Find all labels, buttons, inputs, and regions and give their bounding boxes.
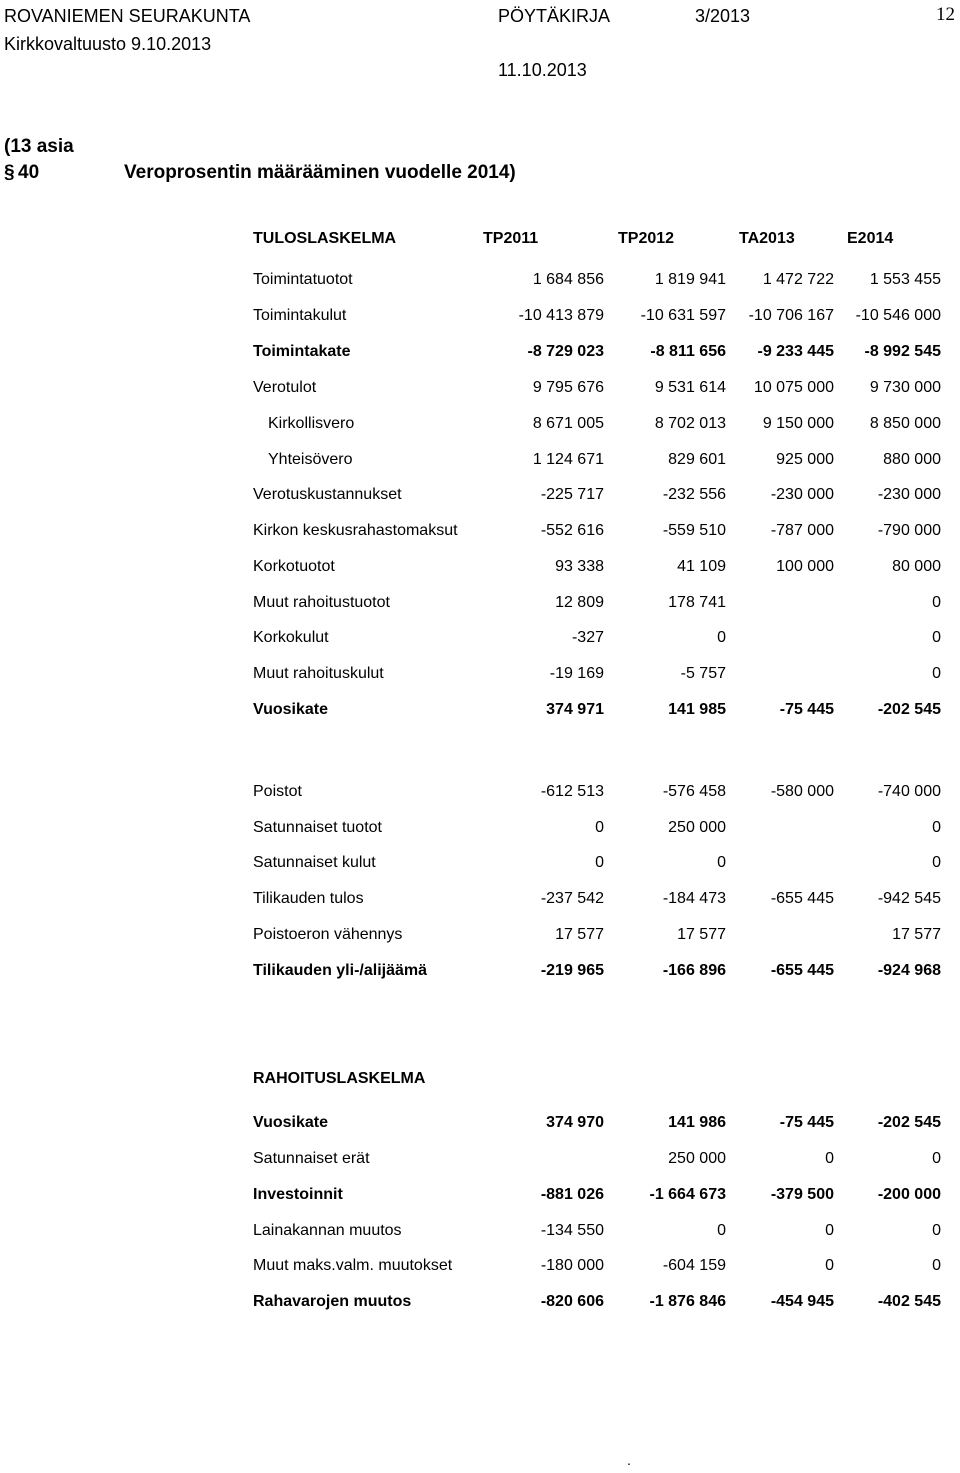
cell-value: 0: [825, 1257, 834, 1274]
cell-value: -232 556: [662, 486, 726, 503]
row-label: Toimintakate: [253, 343, 351, 360]
table-row: [0, 1220, 960, 1242]
cell-value: -134 550: [540, 1222, 604, 1239]
cell-value: -552 616: [540, 522, 604, 539]
cell-value: -75 445: [779, 1114, 834, 1131]
row-label: Rahavarojen muutos: [253, 1293, 412, 1310]
row-label: Tilikauden yli-/alijäämä: [253, 962, 427, 979]
cell-value: 9 150 000: [762, 415, 834, 432]
cell-value: 0: [825, 1150, 834, 1167]
row-label: Vuosikate: [253, 1114, 328, 1131]
cell-value: 12 809: [555, 594, 604, 611]
cell-value: -580 000: [770, 783, 834, 800]
cell-value: -10 631 597: [640, 307, 726, 324]
table-row: [0, 817, 960, 839]
agenda-item: (13 asia: [4, 136, 74, 157]
cell-value: 80 000: [892, 558, 941, 575]
cell-value: -10 413 879: [518, 307, 604, 324]
cell-value: -379 500: [770, 1186, 834, 1203]
table-row: [0, 627, 960, 649]
column-header: TA2013: [739, 230, 795, 247]
cell-value: 925 000: [776, 451, 834, 468]
cell-value: -820 606: [540, 1293, 604, 1310]
approval-date: 11.10.2013: [498, 60, 587, 80]
cell-value: -230 000: [770, 486, 834, 503]
cell-value: 93 338: [555, 558, 604, 575]
column-header: E2014: [847, 230, 894, 247]
cell-value: -604 159: [662, 1257, 726, 1274]
table-row: [0, 1291, 960, 1313]
section-heading: [4, 162, 516, 184]
section-symbol: §: [4, 162, 15, 183]
cell-value: -790 000: [877, 522, 941, 539]
cell-value: 8 702 013: [654, 415, 726, 432]
table-row: [0, 1184, 960, 1206]
cell-value: 0: [932, 594, 941, 611]
cell-value: 0: [717, 1222, 726, 1239]
section-title: Veroprosentin määrääminen vuodelle 2014): [124, 162, 516, 183]
row-label: Poistot: [253, 783, 302, 800]
cell-value: -10 706 167: [748, 307, 834, 324]
row-label: Satunnaiset kulut: [253, 854, 376, 871]
cell-value: -454 945: [770, 1293, 834, 1310]
cell-value: -881 026: [540, 1186, 604, 1203]
cell-value: -559 510: [662, 522, 726, 539]
cell-value: -166 896: [662, 962, 726, 979]
cell-value: -1 876 846: [649, 1293, 726, 1310]
row-label: Yhteisövero: [268, 451, 353, 468]
cell-value: 0: [932, 1150, 941, 1167]
footer-mark: .: [627, 1452, 631, 1468]
cell-value: 178 741: [668, 594, 726, 611]
cell-value: -942 545: [877, 890, 941, 907]
table-row: [0, 592, 960, 614]
row-label: Poistoeron vähennys: [253, 926, 403, 943]
table-row: [0, 1112, 960, 1134]
cell-value: 0: [595, 819, 604, 836]
table-row: [0, 520, 960, 542]
cell-value: -576 458: [662, 783, 726, 800]
table-row: [0, 852, 960, 874]
cell-value: 8 850 000: [869, 415, 941, 432]
row-label: Satunnaiset tuotot: [253, 819, 382, 836]
table-row: [0, 341, 960, 363]
cell-value: 9 730 000: [869, 379, 941, 396]
table-row: [0, 699, 960, 721]
table-row: [0, 377, 960, 399]
cell-value: -655 445: [770, 890, 834, 907]
cell-value: 829 601: [668, 451, 726, 468]
cell-value: 0: [825, 1222, 834, 1239]
cell-value: 1 472 722: [762, 271, 834, 288]
cell-value: 0: [717, 854, 726, 871]
cell-value: -237 542: [540, 890, 604, 907]
document-type: PÖYTÄKIRJA: [498, 6, 611, 26]
page-number: 12: [936, 4, 955, 25]
cell-value: 374 971: [546, 701, 604, 718]
row-label: Verotuskustannukset: [253, 486, 402, 503]
table-row: [0, 924, 960, 946]
cell-value: -5 757: [680, 665, 726, 682]
column-header: TP2011: [483, 230, 539, 247]
table-row: [0, 305, 960, 327]
cell-value: -8 811 656: [650, 343, 726, 360]
cell-value: 1 684 856: [532, 271, 604, 288]
row-label: Kirkon keskusrahastomaksut: [253, 522, 458, 539]
cell-value: 250 000: [668, 1150, 726, 1167]
row-label: Verotulot: [253, 379, 317, 396]
cell-value: 41 109: [677, 558, 726, 575]
cell-value: 0: [595, 854, 604, 871]
cell-value: 9 795 676: [532, 379, 604, 396]
cell-value: 0: [932, 629, 941, 646]
cell-value: -184 473: [662, 890, 726, 907]
table-row: [0, 484, 960, 506]
cell-value: -8 992 545: [864, 343, 941, 360]
row-label: Toimintatuotot: [253, 271, 353, 288]
organization-name: ROVANIEMEN SEURAKUNTA: [4, 6, 251, 26]
column-header: TP2012: [618, 230, 675, 247]
row-label: Korkokulut: [253, 629, 329, 646]
row-label: Korkotuotot: [253, 558, 335, 575]
row-label: Investoinnit: [253, 1186, 343, 1203]
cell-value: -327: [571, 629, 604, 646]
row-label: Lainakannan muutos: [253, 1222, 402, 1239]
cell-value: 1 553 455: [869, 271, 941, 288]
table-row: [0, 888, 960, 910]
cell-value: 0: [932, 819, 941, 836]
cell-value: -75 445: [779, 701, 834, 718]
cell-value: 1 124 671: [532, 451, 604, 468]
cell-value: -787 000: [770, 522, 834, 539]
cell-value: 0: [717, 629, 726, 646]
cell-value: 0: [932, 854, 941, 871]
cell-value: -9 233 445: [757, 343, 834, 360]
cell-value: 141 986: [668, 1114, 726, 1131]
cell-value: 141 985: [668, 701, 726, 718]
cell-value: 0: [932, 1222, 941, 1239]
cell-value: 1 819 941: [654, 271, 726, 288]
cell-value: -612 513: [540, 783, 604, 800]
cell-value: -219 965: [540, 962, 604, 979]
cell-value: 374 970: [546, 1114, 604, 1131]
row-label: Satunnaiset erät: [253, 1150, 370, 1167]
row-label: Vuosikate: [253, 701, 328, 718]
row-label: Muut rahoituskulut: [253, 665, 384, 682]
cell-value: 0: [932, 665, 941, 682]
table-row: [0, 413, 960, 435]
cell-value: -202 545: [877, 1114, 941, 1131]
cell-value: 880 000: [883, 451, 941, 468]
cell-value: -202 545: [877, 701, 941, 718]
cell-value: 10 075 000: [753, 379, 834, 396]
cell-value: 250 000: [668, 819, 726, 836]
cell-value: -225 717: [540, 486, 604, 503]
cell-value: 9 531 614: [654, 379, 726, 396]
table-row: [0, 269, 960, 291]
section-number: 40: [18, 162, 40, 183]
cell-value: -180 000: [540, 1257, 604, 1274]
cell-value: 100 000: [776, 558, 834, 575]
table-row: [0, 449, 960, 471]
document-number: 3/2013: [695, 6, 751, 26]
cell-value: -8 729 023: [527, 343, 604, 360]
cell-value: 17 577: [892, 926, 941, 943]
row-label: Muut rahoitustuotot: [253, 594, 390, 611]
cell-value: 8 671 005: [532, 415, 604, 432]
cash-flow-title: RAHOITUSLASKELMA: [253, 1070, 426, 1087]
table-row: [0, 781, 960, 803]
table-row: [0, 1148, 960, 1170]
income-statement-title: TULOSLASKELMA: [253, 230, 397, 247]
row-label: Tilikauden tulos: [253, 890, 364, 907]
cell-value: -1 664 673: [649, 1186, 726, 1203]
meeting-date: Kirkkovaltuusto 9.10.2013: [4, 34, 212, 54]
cell-value: -655 445: [770, 962, 834, 979]
cell-value: 17 577: [555, 926, 604, 943]
cell-value: -200 000: [877, 1186, 941, 1203]
cell-value: 17 577: [677, 926, 726, 943]
row-label: Muut maks.valm. muutokset: [253, 1257, 453, 1274]
table-row: [0, 960, 960, 982]
cell-value: -19 169: [549, 665, 604, 682]
row-label: Toimintakulut: [253, 307, 347, 324]
table-row: [0, 556, 960, 578]
cell-value: -402 545: [877, 1293, 941, 1310]
cell-value: -230 000: [877, 486, 941, 503]
cell-value: -740 000: [877, 783, 941, 800]
row-label: Kirkollisvero: [268, 415, 355, 432]
cell-value: -924 968: [877, 962, 941, 979]
cell-value: -10 546 000: [855, 307, 941, 324]
table-row: [0, 1255, 960, 1277]
table-row: [0, 663, 960, 685]
cell-value: 0: [932, 1257, 941, 1274]
